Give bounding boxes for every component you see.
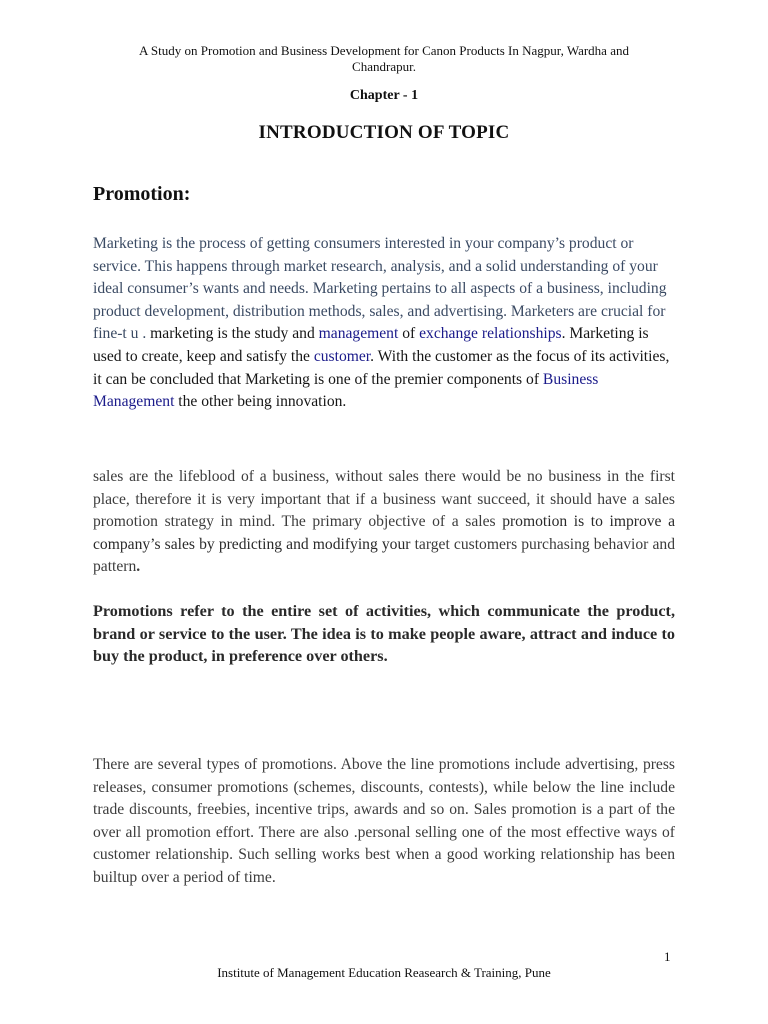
link-exchange-relationships[interactable]: exchange relationships [419, 325, 562, 343]
paragraph-sales [93, 466, 675, 579]
header-line-2: Chandrapur. [352, 59, 416, 74]
running-footer: Institute of Management Education Reasearch & Training, Pune [217, 965, 551, 980]
text-of: of [398, 325, 420, 343]
text-create-keep: . Marketing is used to create, keep and satisfy the [93, 325, 649, 365]
sales-objective-text: promotion is to improve a company’s sales by predicting and modifying your [93, 513, 676, 553]
sales-period: . [136, 558, 141, 576]
sales-text: sales are the lifeblood of a business, without sales there would be no business in the first place, therefore it is very important that if a business want succeed, it should have a sales promotion strategy in mind. The primary objective of a sales [93, 468, 675, 531]
marketing-study-text: marketing is the study and [146, 325, 319, 343]
text-innovation: the other being innovation. [174, 393, 347, 411]
paragraph-marketing [93, 233, 675, 414]
link-customer[interactable]: customer [313, 347, 371, 365]
chapter-label: Chapter - 1 [349, 88, 419, 103]
header-line-1: A Study on Promotion and Business Development for Canon Products In Nagpur, Wardha and [139, 43, 629, 58]
section-heading: Promotion: [93, 183, 191, 205]
page-title: INTRODUCTION OF TOPIC [258, 122, 510, 143]
text-customer-focus: . With the customer as the focus of its activities, it can be concluded that Marketing is one of the premier components of [93, 347, 670, 388]
link-business-management[interactable]: Business Management [93, 370, 599, 411]
running-header [95, 43, 673, 75]
page-number: 1 [664, 949, 671, 964]
marketing-definition-text: Marketing is the process of getting consumers interested in your company’s product or service. This happens through market research, analysis, and a solid understanding of your ideal consumer’s wants and needs. Marketing pertains to all aspects of a business, including product development, distribution methods, sales, and advertising. Marketers are crucial for fine-t u . [93, 235, 667, 343]
paragraph-promotions-definition: Promotions refer to the entire set of activities, which communicate the product, brand or service to the user. The idea is to make people aware, attract and induce to buy the product, in preference over others. [93, 602, 675, 666]
paragraph-promotion-types: There are several types of promotions. Above the line promotions include advertising, press releases, consumer promotions (schemes, discounts, contests), while below the line include trade discounts, freebies, incentive trips, awards and so on. Sales promotion is a part of the over all promotion effort. There are also .personal selling one of the most effective ways of customer relationship. Such selling works best when a good working relationship has been builtup over a period of time. [93, 756, 675, 886]
sales-target-text: target customers purchasing behavior and pattern [93, 535, 675, 576]
link-management[interactable]: management [318, 325, 399, 343]
